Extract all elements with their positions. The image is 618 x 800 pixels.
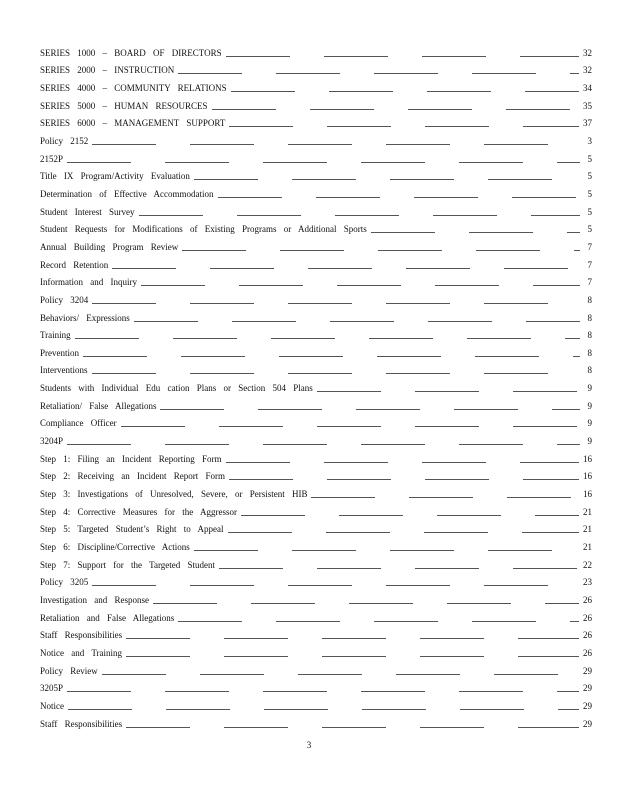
dot-leader	[311, 495, 579, 498]
toc-entry[interactable]	[40, 341, 592, 359]
dot-leader	[126, 636, 579, 639]
toc-entry[interactable]	[40, 200, 592, 218]
toc-entry-page: 8	[587, 347, 592, 358]
toc-entry-label: Student Requests for Modifications of Existing Programs or Additional Sports	[40, 224, 367, 235]
toc-entry[interactable]	[40, 359, 592, 377]
dot-leader	[67, 442, 580, 445]
toc-entry-label: Staff Responsibilities	[40, 630, 123, 641]
toc-entry-label: Policy 2152	[40, 135, 89, 146]
toc-entry-label: Training	[40, 330, 71, 341]
toc-entry[interactable]	[40, 306, 592, 324]
toc-entry-page: 5	[587, 206, 592, 217]
toc-entry[interactable]	[40, 76, 592, 94]
toc-entry[interactable]	[40, 677, 592, 695]
toc-entry-page: 37	[583, 118, 592, 129]
toc-entry-page: 26	[583, 595, 592, 605]
dot-leader	[68, 707, 579, 710]
toc-entry-label: Investigation and Response	[40, 595, 149, 605]
dot-leader	[178, 619, 579, 622]
toc-entry[interactable]	[40, 59, 592, 77]
dot-leader	[92, 301, 580, 304]
toc-entry-page: 8	[587, 294, 592, 305]
toc-entry[interactable]	[40, 324, 592, 342]
toc-entry[interactable]	[40, 235, 592, 253]
toc-entry[interactable]	[40, 482, 592, 500]
toc-entry-label: 3204P	[40, 436, 64, 447]
toc-entry-label: SERIES 4000 – COMMUNITY RELATIONS	[40, 82, 227, 93]
toc-entry-label: Prevention	[40, 347, 79, 358]
toc-entry-page: 9	[587, 400, 592, 411]
toc-entry-label: Step 4: Corrective Measures for the Aggressor	[40, 506, 237, 517]
toc-entry-page: 9	[587, 436, 592, 447]
toc-entry[interactable]	[40, 624, 592, 642]
toc-entry-page: 21	[583, 524, 592, 535]
dot-leader	[67, 689, 579, 692]
dot-leader	[153, 601, 579, 604]
dot-leader	[75, 336, 580, 339]
toc-entry-page: 5	[587, 153, 592, 164]
table-of-contents	[40, 41, 592, 730]
dot-leader	[226, 54, 579, 57]
dot-leader	[92, 142, 580, 145]
toc-entry[interactable]	[40, 218, 592, 236]
dot-leader	[139, 213, 581, 216]
toc-entry[interactable]	[40, 129, 592, 147]
toc-entry[interactable]	[40, 465, 592, 483]
dot-leader	[182, 248, 580, 251]
toc-entry-label: SERIES 1000 – BOARD OF DIRECTORS	[40, 47, 222, 58]
toc-entry[interactable]	[40, 606, 592, 624]
dot-leader	[194, 548, 579, 551]
toc-entry-label: Determination of Effective Accommodation	[40, 188, 214, 199]
toc-entry-label: Step 5: Targeted Student’s Right to Appeal	[40, 524, 224, 535]
dot-leader	[241, 513, 579, 516]
toc-entry[interactable]	[40, 288, 592, 306]
toc-entry-label: Step 3: Investigations of Unresolved, Severe, or Persistent HIB	[40, 489, 308, 500]
dot-leader	[231, 89, 579, 92]
toc-entry[interactable]	[40, 394, 592, 412]
toc-entry-page: 35	[583, 100, 592, 111]
dot-leader	[371, 230, 580, 233]
toc-entry-label: Annual Building Program Review	[40, 241, 179, 252]
toc-entry[interactable]	[40, 376, 592, 394]
dot-leader	[67, 160, 580, 163]
toc-entry-label: Record Retention	[40, 259, 109, 270]
toc-entry-label: SERIES 6000 – MANAGEMENT SUPPORT	[40, 118, 226, 129]
toc-entry-page: 8	[587, 312, 592, 323]
toc-entry-label: Notice	[40, 700, 64, 711]
toc-entry-label: SERIES 2000 – INSTRUCTION	[40, 65, 175, 76]
toc-entry[interactable]	[40, 535, 592, 553]
toc-entry-page: 7	[587, 241, 592, 252]
toc-entry-page: 26	[583, 647, 592, 658]
toc-entry-page: 5	[587, 188, 592, 199]
toc-entry[interactable]	[40, 447, 592, 465]
toc-entry-page: 29	[583, 665, 592, 676]
toc-entry-label: Retaliation/ False Allegations	[40, 400, 157, 411]
toc-entry-label: 2152P	[40, 153, 64, 164]
toc-entry-label: Behaviors/ Expressions	[40, 312, 130, 323]
toc-entry-label: Notice and Training	[40, 647, 122, 658]
toc-entry[interactable]	[40, 412, 592, 430]
toc-entry-page: 9	[587, 383, 592, 394]
toc-entry-label: Compliance Officer	[40, 418, 117, 429]
toc-entry-label: Step 1: Filing an Incident Reporting Form	[40, 453, 222, 464]
toc-entry-page: 34	[583, 82, 592, 93]
toc-entry-label: Staff Responsibilities	[40, 718, 123, 729]
toc-entry-page: 29	[583, 700, 592, 711]
toc-entry-page: 9	[587, 418, 592, 429]
toc-entry-page: 21	[583, 542, 592, 553]
dot-leader	[83, 354, 580, 357]
dot-leader	[194, 177, 580, 180]
toc-entry-label: Step 7: Support for the Targeted Student	[40, 559, 216, 570]
toc-entry-page: 8	[587, 365, 592, 376]
toc-entry-page: 5	[587, 224, 592, 235]
toc-entry-page: 7	[587, 277, 592, 288]
toc-entry[interactable]	[40, 94, 592, 112]
toc-entry-label: Policy 3204	[40, 294, 89, 305]
toc-entry-label: Interventions	[40, 365, 88, 376]
toc-entry-label: Students with Individual Edu cation Plans or Section 504 Plans	[40, 383, 313, 394]
dot-leader	[218, 195, 580, 198]
toc-entry[interactable]	[40, 571, 592, 589]
toc-entry-label: Policy 3205	[40, 577, 89, 588]
dot-leader	[141, 283, 580, 286]
toc-entry[interactable]	[40, 641, 592, 659]
toc-entry-page: 5	[587, 171, 592, 182]
dot-leader	[134, 319, 580, 322]
toc-entry-label: 3205P	[40, 683, 64, 694]
toc-entry-page: 16	[583, 453, 592, 464]
toc-entry-page: 3	[587, 135, 592, 146]
toc-entry[interactable]	[40, 518, 592, 536]
dot-leader	[121, 424, 580, 427]
toc-entry-page: 16	[583, 471, 592, 482]
toc-entry[interactable]	[40, 694, 592, 712]
toc-entry[interactable]	[40, 253, 592, 271]
toc-entry-page: 32	[583, 47, 592, 58]
dot-leader	[92, 371, 581, 374]
toc-entry[interactable]	[40, 182, 592, 200]
toc-entry[interactable]	[40, 659, 592, 677]
dot-leader	[102, 672, 579, 675]
toc-entry[interactable]	[40, 112, 592, 130]
toc-entry-page: 26	[583, 630, 592, 641]
toc-entry[interactable]	[40, 165, 592, 183]
toc-entry[interactable]	[40, 41, 592, 59]
dot-leader	[126, 725, 579, 728]
toc-entry-label: Step 2: Receiving an Incident Report Form	[40, 471, 225, 482]
dot-leader	[229, 477, 579, 480]
toc-entry-label: SERIES 5000 – HUMAN RESOURCES	[40, 100, 208, 111]
dot-leader	[160, 407, 580, 410]
toc-entry-label: Retaliation and False Allegations	[40, 612, 175, 623]
toc-entry-page: 23	[583, 577, 592, 588]
toc-entry-page: 22	[583, 559, 592, 570]
toc-entry-label: Step 6: Discipline/Corrective Actions	[40, 542, 190, 553]
dot-leader	[229, 124, 579, 127]
toc-entry-page: 29	[583, 683, 592, 694]
toc-entry[interactable]	[40, 147, 592, 165]
toc-entry-page: 32	[583, 65, 592, 76]
toc-entry-label: Title IX Program/Activity Evaluation	[40, 171, 190, 182]
page-number: 3	[306, 740, 312, 750]
toc-entry[interactable]	[40, 712, 592, 730]
toc-entry-page: 7	[587, 259, 592, 270]
toc-entry[interactable]	[40, 271, 592, 289]
dot-leader	[212, 107, 579, 110]
toc-entry-page: 8	[587, 330, 592, 341]
toc-entry-label: Student Interest Survey	[40, 206, 135, 217]
dot-leader	[112, 266, 580, 269]
toc-entry[interactable]	[40, 500, 592, 518]
toc-entry[interactable]	[40, 429, 592, 447]
dot-leader	[92, 583, 579, 586]
toc-entry-label: Policy Review	[40, 665, 98, 676]
toc-entry[interactable]	[40, 553, 592, 571]
toc-entry-page: 16	[583, 489, 592, 500]
toc-entry-page: 26	[583, 612, 592, 623]
dot-leader	[178, 71, 579, 74]
dot-leader	[317, 389, 580, 392]
dot-leader	[226, 460, 580, 463]
toc-entry[interactable]	[40, 588, 592, 606]
dot-leader	[219, 566, 579, 569]
toc-entry-page: 29	[583, 718, 592, 729]
dot-leader	[126, 654, 579, 657]
toc-entry-label: Information and Inquiry	[40, 277, 137, 288]
dot-leader	[228, 530, 579, 533]
toc-entry-page: 21	[583, 506, 592, 517]
